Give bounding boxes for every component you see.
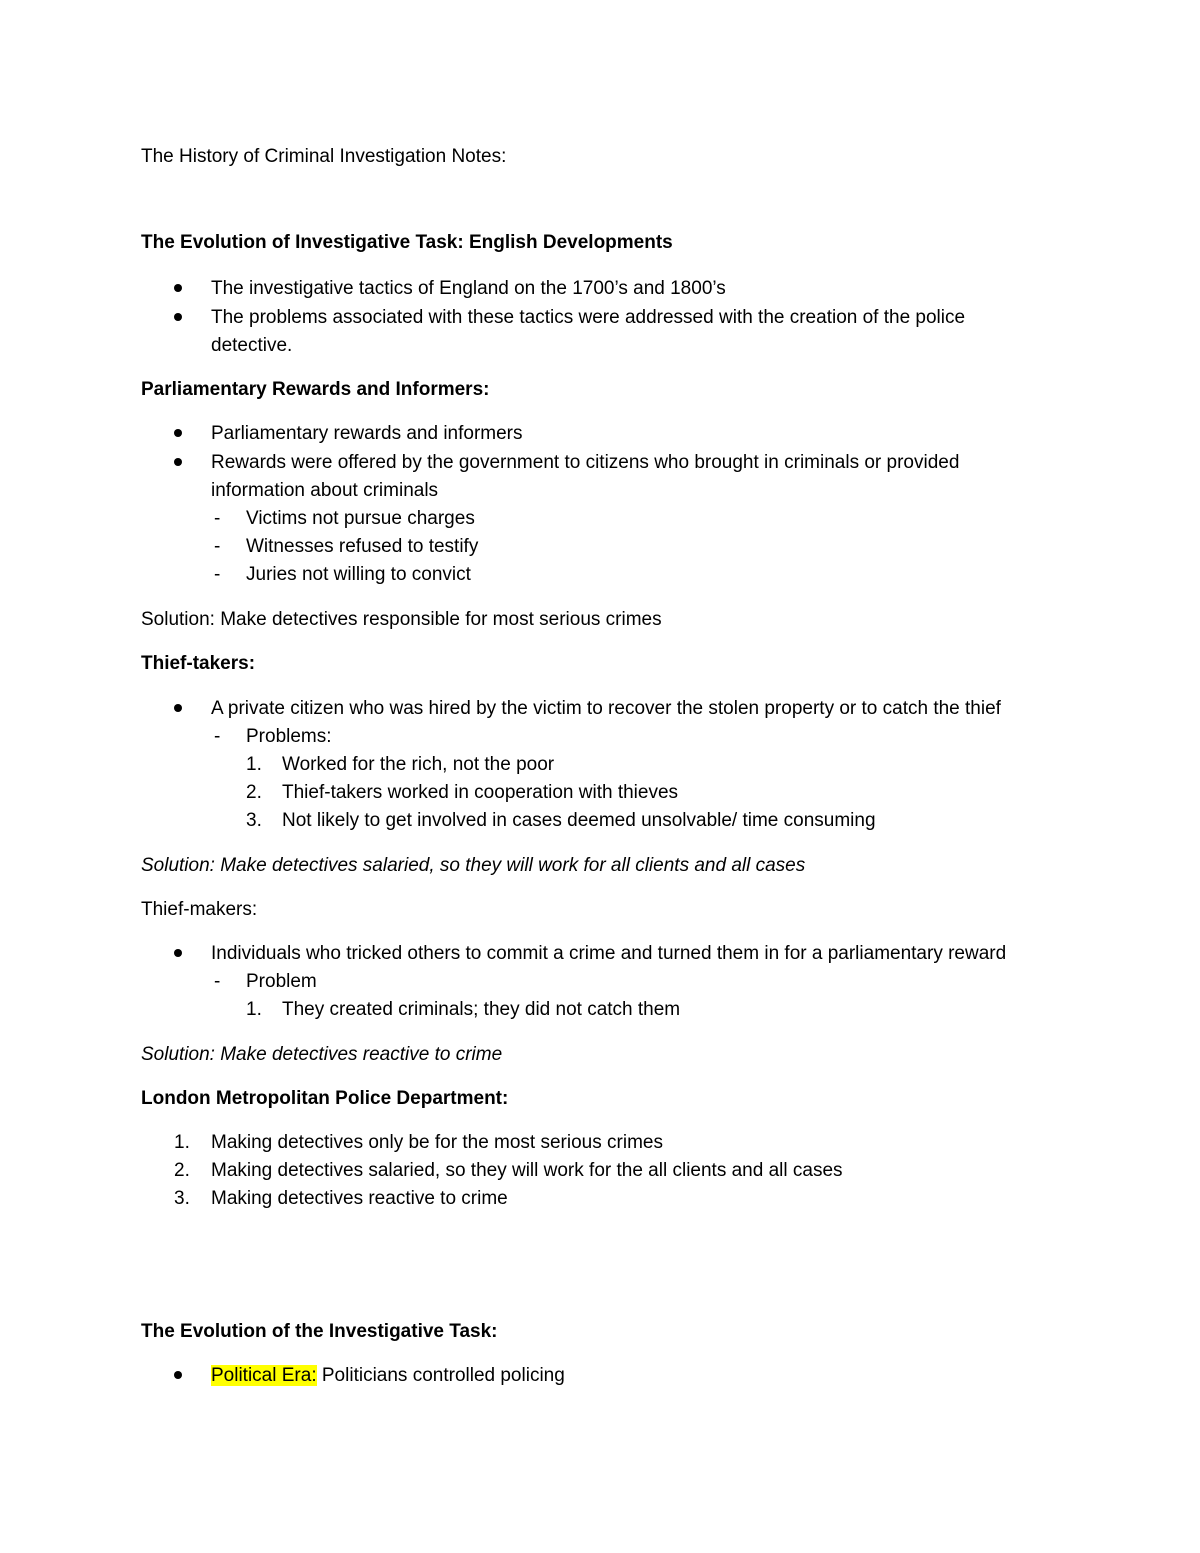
section-heading-parliamentary-rewards: Parliamentary Rewards and Informers: — [141, 379, 490, 400]
section-heading-english-developments: The Evolution of Investigative Task: English Developments — [141, 232, 673, 253]
numbered-item: Making detectives salaried, so they will work for the all clients and all cases — [211, 1160, 843, 1181]
section-heading-london-metropolitan: London Metropolitan Police Department: — [141, 1088, 509, 1109]
dash-marker: - — [214, 726, 221, 747]
section-heading-thief-makers: Thief-makers: — [141, 899, 258, 920]
dash-marker: - — [214, 536, 221, 557]
sub-list-item: Victims not pursue charges — [246, 508, 475, 529]
number-marker: 2. — [174, 1160, 190, 1181]
section-heading-evolution-investigative-task: The Evolution of the Investigative Task: — [141, 1321, 498, 1342]
bullet-icon — [174, 313, 182, 321]
bullet-icon — [174, 458, 182, 466]
list-item-continuation: information about criminals — [211, 480, 439, 501]
bullet-icon — [174, 704, 182, 712]
dash-marker: - — [214, 508, 221, 529]
dash-marker: - — [214, 564, 221, 585]
sub-list-item: Problems: — [246, 726, 332, 747]
section-heading-thief-takers: Thief-takers: — [141, 653, 256, 674]
numbered-item: Worked for the rich, not the poor — [282, 754, 555, 775]
number-marker: 1. — [246, 999, 262, 1020]
political-era-highlight: Political Era: — [211, 1365, 317, 1386]
numbered-item: They created criminals; they did not catch them — [282, 999, 681, 1020]
sub-list-item: Juries not willing to convict — [246, 564, 471, 585]
list-item: Individuals who tricked others to commit a crime and turned them in for a parliamentary reward — [211, 943, 1007, 964]
numbered-item: Not likely to get involved in cases deemed unsolvable/ time consuming — [282, 810, 876, 831]
number-marker: 3. — [174, 1188, 190, 1209]
bullet-icon — [174, 429, 182, 437]
political-era-text: Politicians controlled policing — [316, 1365, 565, 1386]
dash-marker: - — [214, 971, 221, 992]
solution-text: Solution: Make detectives responsible for most serious crimes — [141, 609, 662, 630]
list-item: Parliamentary rewards and informers — [211, 423, 523, 444]
number-marker: 3. — [246, 810, 262, 831]
solution-text: Solution: Make detectives reactive to crime — [141, 1044, 503, 1065]
sub-list-item: Problem — [246, 971, 317, 992]
number-marker: 1. — [246, 754, 262, 775]
list-item: Rewards were offered by the government to citizens who brought in criminals or provided — [211, 452, 960, 473]
list-item: The investigative tactics of England on the 1700’s and 1800’s — [211, 278, 726, 299]
bullet-icon — [174, 284, 182, 292]
document-title: The History of Criminal Investigation Notes: — [141, 146, 507, 167]
list-item-continuation: detective. — [211, 335, 293, 356]
solution-text: Solution: Make detectives salaried, so they will work for all clients and all cases — [141, 855, 806, 876]
list-item: The problems associated with these tactics were addressed with the creation of the police — [211, 307, 966, 328]
list-item: A private citizen who was hired by the victim to recover the stolen property or to catch the thief — [211, 698, 1001, 719]
bullet-icon — [174, 1371, 182, 1379]
numbered-item: Thief-takers worked in cooperation with thieves — [282, 782, 679, 803]
numbered-item: Making detectives only be for the most serious crimes — [211, 1132, 663, 1153]
number-marker: 1. — [174, 1132, 190, 1153]
sub-list-item: Witnesses refused to testify — [246, 536, 479, 557]
number-marker: 2. — [246, 782, 262, 803]
list-item — [211, 1364, 565, 1388]
bullet-icon — [174, 949, 182, 957]
numbered-item: Making detectives reactive to crime — [211, 1188, 508, 1209]
